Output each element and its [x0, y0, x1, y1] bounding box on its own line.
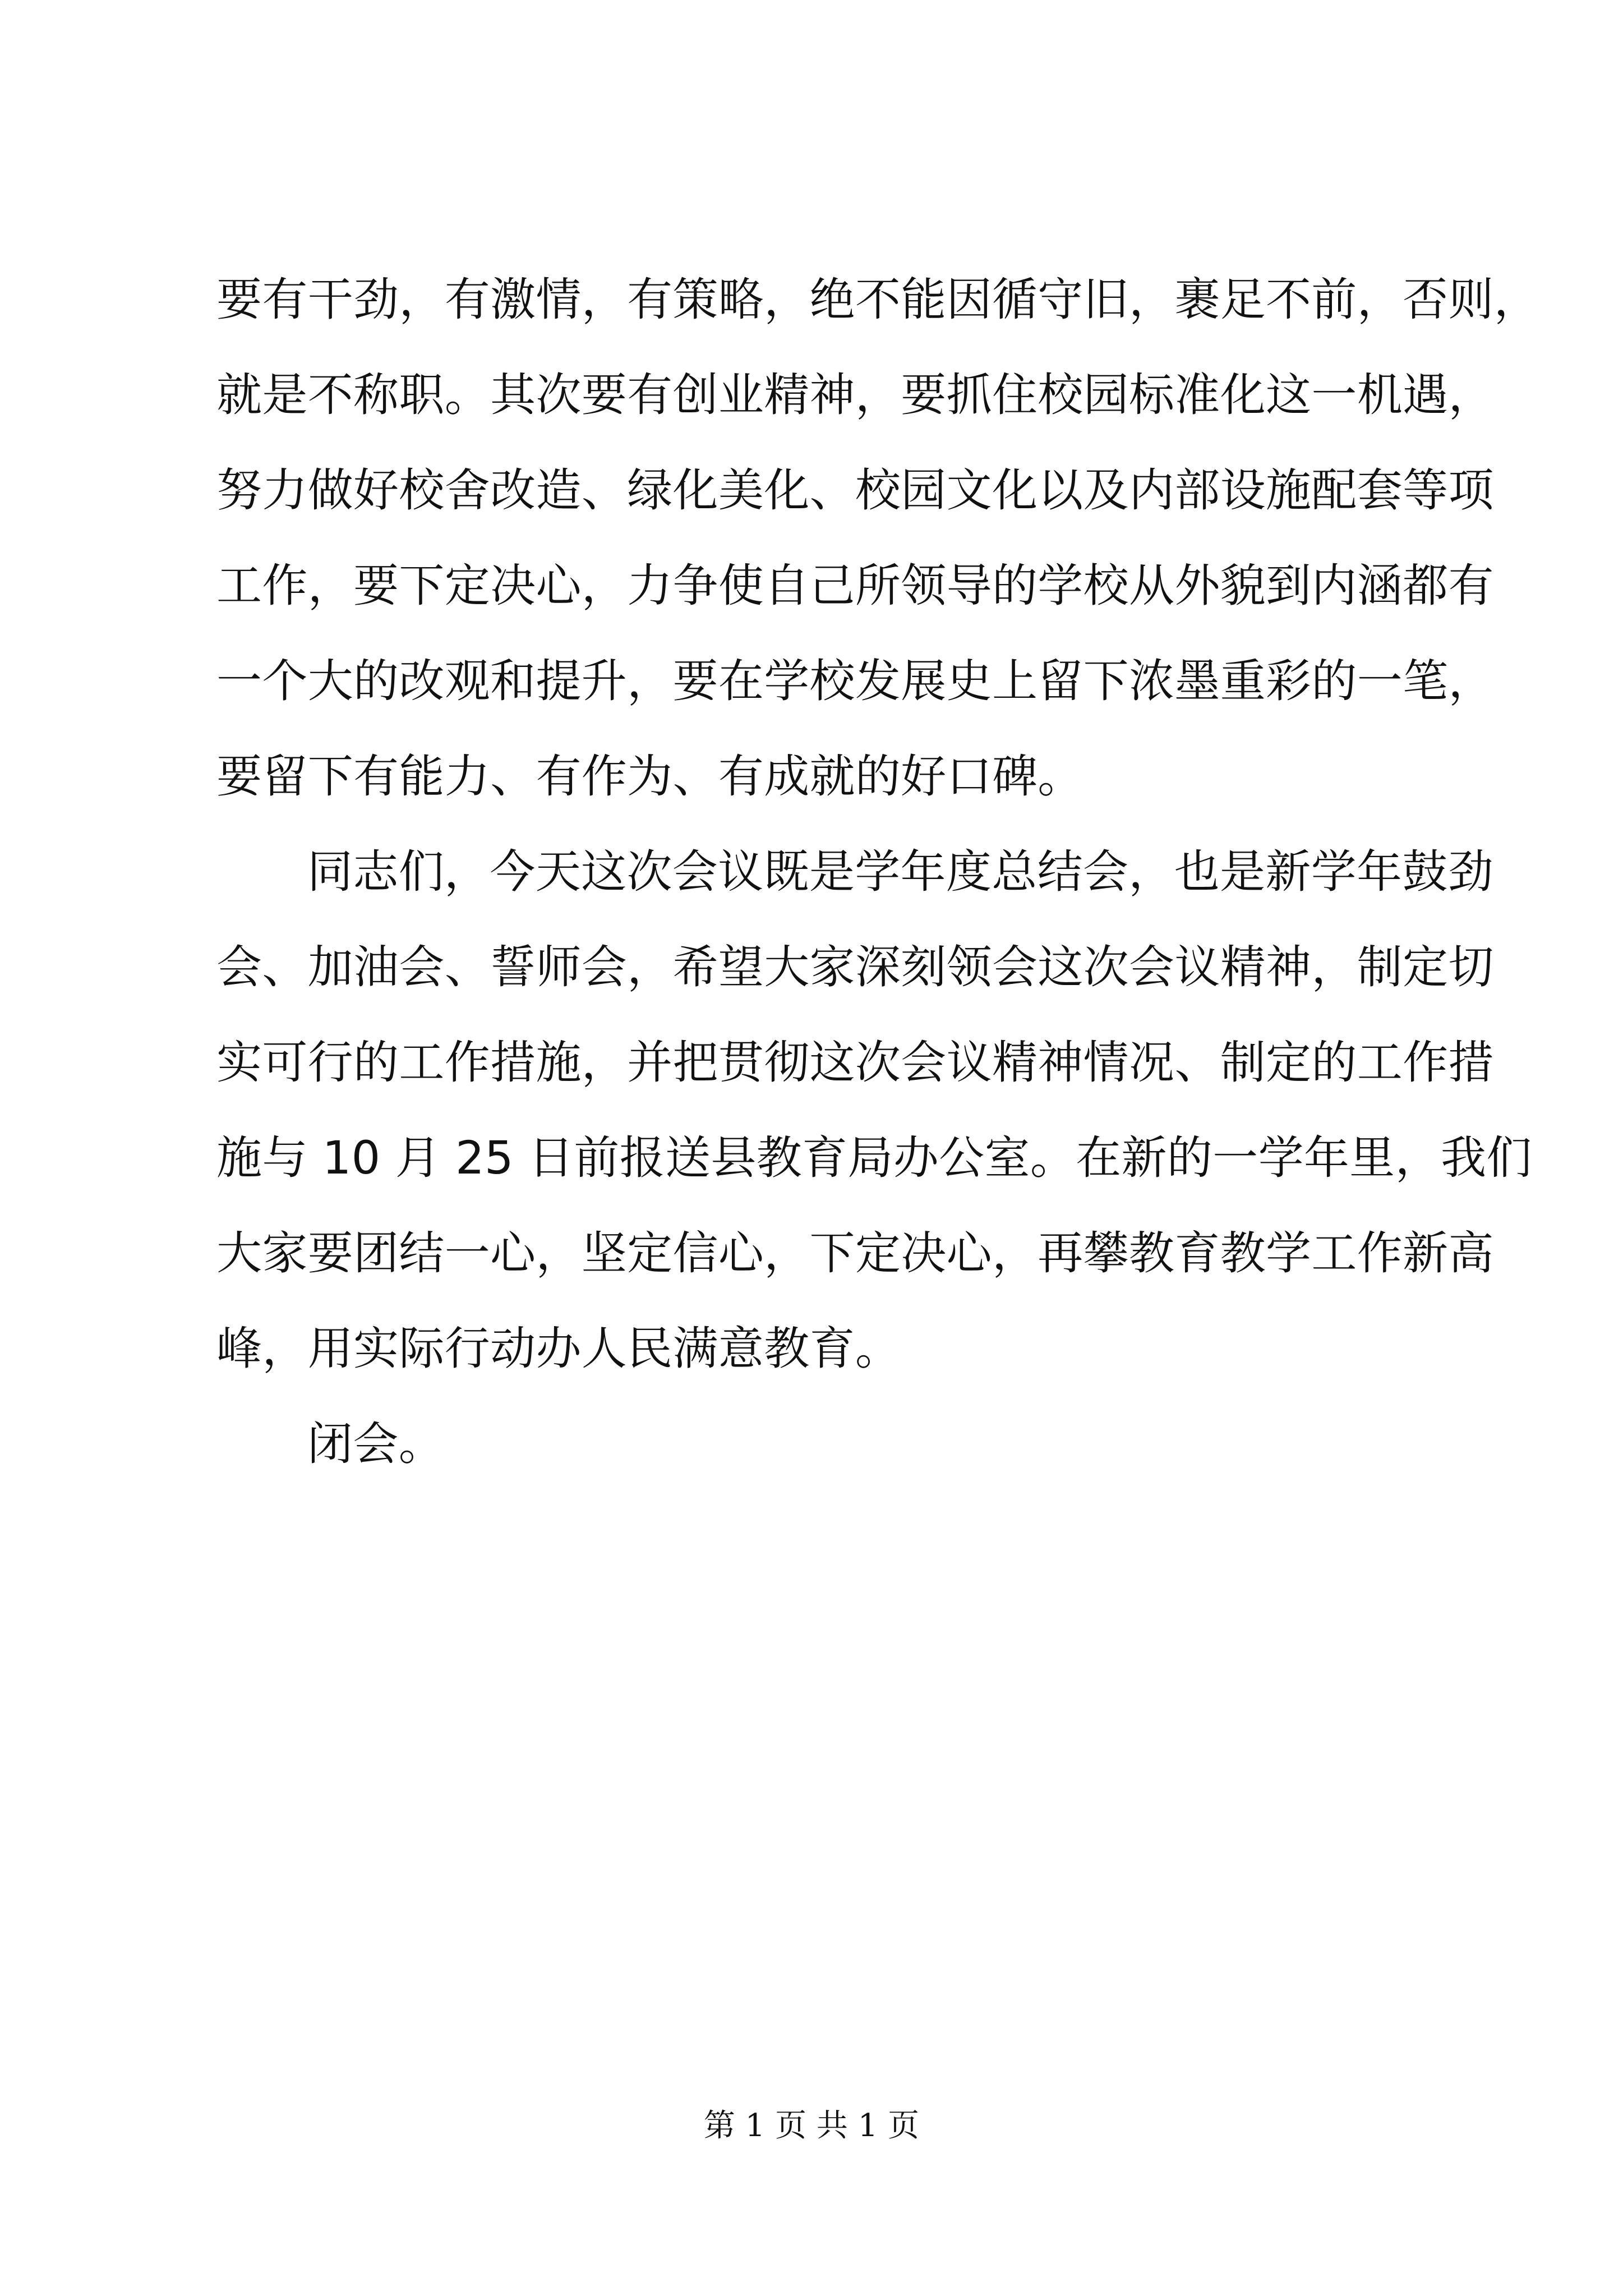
text-line: 大家要团结一心，坚定信心，下定决心，再攀教育教学工作新高	[216, 1227, 1494, 1280]
text-line: 一个大的改观和提升，要在学校发展史上留下浓墨重彩的一笔，	[216, 655, 1494, 708]
text-line: 工作，要下定决心，力争使自己所领导的学校从外貌到内涵都有	[216, 560, 1494, 613]
text-line: 要留下有能力、有作为、有成就的好口碑。	[216, 751, 1083, 803]
text-line: 要有干劲，有激情，有策略，绝不能因循守旧，裹足不前，否则，	[216, 274, 1540, 326]
page-number-footer: 第 1 页 共 1 页	[703, 2108, 920, 2144]
text-line: 施与 10 月 25 日前报送县教育局办公室。在新的一学年里，我们	[216, 1132, 1532, 1185]
text-line: 实可行的工作措施，并把贯彻这次会议精神情况、制定的工作措	[216, 1037, 1494, 1089]
text-line: 同志们，今天这次会议既是学年度总结会，也是新学年鼓劲	[307, 846, 1494, 899]
paragraph-continuation	[216, 252, 1540, 825]
text-line: 峰，用实际行动办人民满意教育。	[216, 1323, 901, 1375]
paragraph-closing-remarks	[216, 825, 1532, 1397]
document-body	[216, 252, 1540, 1492]
text-line: 会、加油会、誓师会，希望大家深刻领会这次会议精神，制定切	[216, 941, 1494, 994]
text-line: 努力做好校舍改造、绿化美化、校园文化以及内部设施配套等项	[216, 464, 1494, 517]
paragraph-adjourn	[216, 1397, 1417, 1492]
text-line: 闭会。	[307, 1418, 445, 1471]
text-line: 就是不称职。其次要有创业精神，要抓住校园标准化这一机遇，	[216, 369, 1494, 422]
